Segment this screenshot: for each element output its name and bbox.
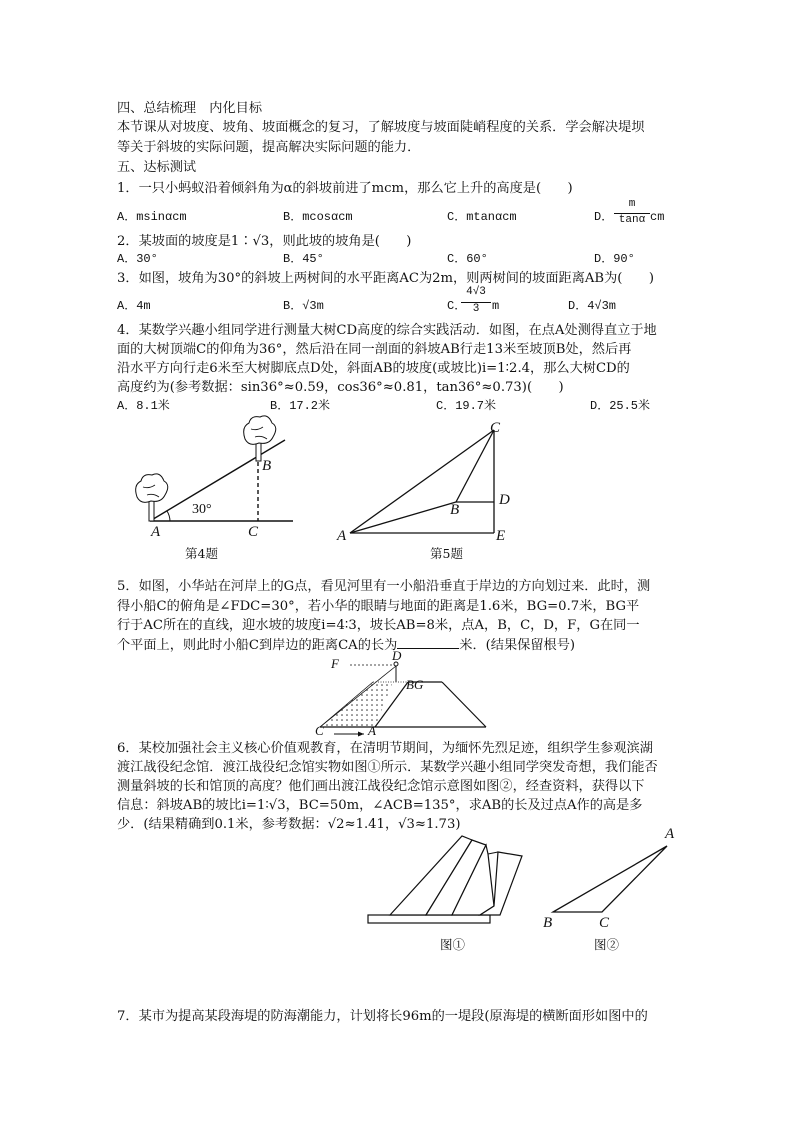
q3-option-c-prefix: C．: [447, 299, 467, 313]
q1-option-a: A．msinαcm: [117, 210, 187, 224]
q5-fig-point-a: A: [368, 723, 376, 738]
q5-fig-label-bg: BG: [406, 677, 424, 692]
fig4-point-c: C: [248, 524, 259, 540]
q1-option-b: B．mcosαcm: [283, 210, 353, 224]
q4-line-3: 沿水平方向行走6米至大树脚底点D处，斜面AB的坡度(或坡比)i=1∶2.4，那么大树CD的: [117, 361, 630, 376]
fig4-caption: 第4题: [185, 546, 218, 561]
q4-line-4: 高度约为(参考数据：sin36°≈0.59，cos36°≈0.81，tan36°≈0.73)( ): [117, 380, 564, 395]
fig5-point-b: B: [450, 502, 460, 518]
q6-line-2: 渡江战役纪念馆．渡江战役纪念馆实物如图①所示．某数学兴趣小组同学突发奇想，我们能否: [117, 760, 658, 775]
fig6-point-b: B: [543, 915, 553, 931]
q6-line-5: 少．(结果精确到0.1米，参考数据：√2≈1.41，√3≈1.73): [117, 817, 461, 832]
q3-option-c-unit: m: [492, 299, 500, 313]
q3-stem: 3．如图，坡角为30°的斜坡上两树间的水平距离AC为2m，则两树间的坡面距离AB为( ): [117, 271, 654, 286]
q2-option-c: C．60°: [447, 252, 488, 266]
q6-line-1: 6．某校加强社会主义核心价值观教育，在清明节期间，为缅怀先烈足迹，组织学生参观滨湖: [117, 741, 653, 756]
q7-line-1: 7．某市为提高某段海堤的防海潮能力，计划将长96m的一堤段(原海堤的横断面形如图中的: [117, 1009, 648, 1024]
q4-line-1: 4．某数学兴趣小组同学进行测量大树CD高度的综合实践活动．如图，在点A处测得直立于地: [117, 323, 657, 338]
fig6-caption-1: 图①: [440, 937, 466, 952]
q1-option-d: D．: [594, 210, 614, 224]
q1-stem: 1．一只小蚂蚁沿着倾斜角为α的斜坡前进了mcm，那么它上升的高度是( ): [117, 181, 573, 196]
fig5-point-e: E: [496, 528, 506, 544]
fig4-angle-label: 30°: [192, 502, 212, 517]
q4-option-a: A．8.1米: [117, 399, 170, 413]
q4-option-b: B．17.2米: [270, 399, 331, 413]
fig5-caption: 第5题: [430, 546, 463, 561]
q4-option-d: D．25.5米: [590, 399, 651, 413]
q1-option-d-unit: cm: [650, 210, 665, 224]
fig5-point-a: A: [337, 528, 347, 544]
q5-line-2: 得小船C的俯角是∠FDC=30°，若小华的眼睛与地面的距离是1.6米，BG=0.7米，BG平: [117, 599, 640, 614]
q6-line-4: 信息：斜坡AB的坡比i=1∶√3，BC=50m，∠ACB=135°，求AB的长及过点A作的高是多: [117, 798, 643, 813]
summary-line-1: 本节课从对坡度、坡角、坡面概念的复习，了解坡度与坡面陡峭程度的关系．学会解决堤坝: [117, 120, 645, 135]
fig6-point-a: A: [665, 826, 675, 842]
fig5-point-c: C: [490, 420, 501, 436]
fig5-point-d: D: [499, 492, 510, 508]
q4-line-2: 面的大树顶端C的仰角为36°，然后沿在同一剖面的斜坡AB行走13米至坡顶B处，然后再: [117, 342, 632, 357]
summary-heading: 四、总结梳理 内化目标: [117, 101, 263, 116]
q5-line-4-pre: 个平面上，则此时小船C到岸边的距离CA的长为: [117, 638, 398, 653]
q2-option-b: B．45°: [283, 252, 324, 266]
fig6-point-c: C: [599, 915, 610, 931]
fig4-point-b: B: [262, 458, 272, 474]
q4-option-c: C．19.7米: [436, 399, 497, 413]
figure-6-1-memorial: [362, 830, 532, 930]
q5-line-4-post: 米．(结果保留根号): [459, 638, 576, 653]
q3-option-c-denominator: 3: [472, 303, 480, 315]
q2-option-a: A．30°: [117, 252, 158, 266]
q3-option-d: D．4√3m: [568, 299, 617, 313]
q5-fig-point-c: C: [315, 723, 324, 738]
q2-stem: 2．某坡面的坡度是1∶√3，则此坡的坡角是( ): [117, 234, 412, 249]
fig6-caption-2: 图②: [594, 937, 620, 952]
figure-6-2-triangle: [545, 835, 680, 920]
q1-option-d-denominator: tanα: [618, 214, 646, 226]
test-heading: 五、达标测试: [117, 160, 197, 175]
q3-option-c-numerator: 4√3: [466, 286, 486, 298]
q1-option-c: C．mtanαcm: [447, 210, 517, 224]
q5-line-1: 5．如图，小华站在河岸上的G点，看见河里有一小船沿垂直于岸边的方向划过来．此时，测: [117, 579, 651, 594]
q5-fig-point-f: F: [331, 656, 339, 671]
summary-line-2: 等关于斜坡的实际问题，提高解决实际问题的能力．: [117, 140, 421, 155]
q3-option-b: B．√3m: [283, 299, 324, 313]
q6-line-3: 测量斜坡的长和馆顶的高度？他们画出渡江战役纪念馆示意图如图②，经查资料，获得以下: [117, 779, 645, 794]
q5-line-3: 行于AC所在的直线，迎水坡的坡度i=4∶3，坡长AB=8米，点A，B，C，D，F，G在同一: [117, 618, 640, 633]
fig4-point-a: A: [151, 524, 161, 540]
q1-option-d-numerator: m: [628, 198, 636, 210]
figure-5: [340, 425, 520, 540]
q3-option-a: A．4m: [117, 299, 151, 313]
q2-option-d: D．90°: [594, 252, 635, 266]
q5-fig-point-d: D: [392, 648, 402, 663]
